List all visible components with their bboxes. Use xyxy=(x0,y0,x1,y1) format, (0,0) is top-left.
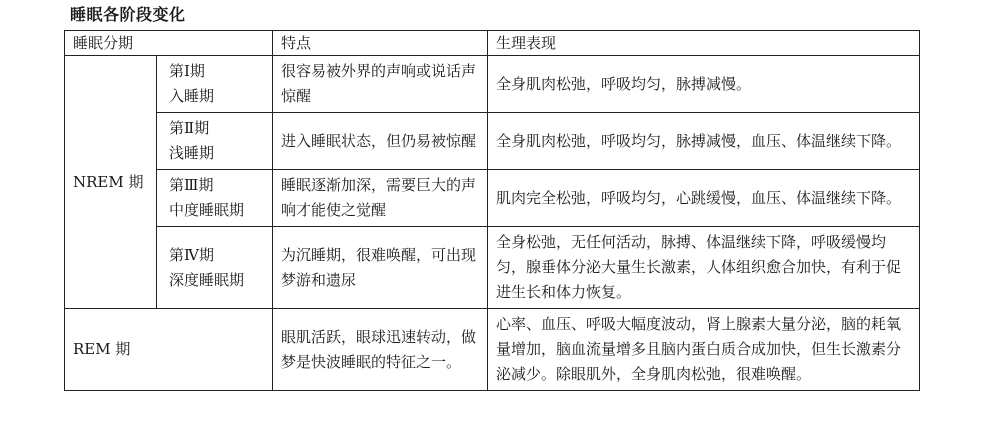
features-cell: 眼肌活跃，眼球迅速转动，做梦是快波睡眠的特征之一。 xyxy=(273,309,488,391)
table-header-row xyxy=(65,31,920,56)
stage-number: 第Ⅰ期 xyxy=(169,62,205,80)
features-cell: 进入睡眠状态，但仍易被惊醒 xyxy=(273,113,488,170)
table-row xyxy=(65,309,920,391)
header-physiology: 生理表现 xyxy=(488,31,920,56)
stage-name: 中度睡眠期 xyxy=(169,201,245,219)
stage-cell xyxy=(157,227,273,309)
stage-name: 深度睡眠期 xyxy=(169,270,245,289)
header-stage: 睡眠分期 xyxy=(65,31,273,56)
features-cell: 为沉睡期，很难唤醒，可出现梦游和遗尿 xyxy=(273,227,488,309)
table-row xyxy=(65,170,920,227)
stage-cell xyxy=(157,56,273,113)
physiology-cell: 全身肌肉松弛，呼吸均匀，脉搏减慢。 xyxy=(488,56,920,113)
table-row xyxy=(65,227,920,309)
features-cell: 很容易被外界的声响或说话声惊醒 xyxy=(273,56,488,113)
stage-number: 第Ⅲ期 xyxy=(169,176,214,194)
stage-cell xyxy=(157,113,273,170)
physiology-cell: 心率、血压、呼吸大幅度波动，肾上腺素大量分泌，脑的耗氧量增加，脑血流量增多且脑内蛋白质合成加快，但生长激素分泌减少。除眼肌外，全身肌肉松弛，很难唤醒。 xyxy=(488,309,920,391)
physiology-cell: 全身松弛，无任何活动，脉搏、体温继续下降，呼吸缓慢均匀，腺垂体分泌大量生长激素，人体组织愈合加快，有利于促进生长和体力恢复。 xyxy=(488,227,920,309)
stage-cell xyxy=(157,170,273,227)
header-features: 特点 xyxy=(273,31,488,56)
document-title: 睡眠各阶段变化 xyxy=(70,5,186,24)
rem-label: REM 期 xyxy=(65,309,273,391)
sleep-stages-table xyxy=(64,30,920,391)
table-row xyxy=(65,113,920,170)
stage-name: 入睡期 xyxy=(169,87,215,105)
physiology-cell: 肌肉完全松弛，呼吸均匀，心跳缓慢，血压、体温继续下降。 xyxy=(488,170,920,227)
table-row xyxy=(65,56,920,113)
stage-number: 第Ⅳ期 xyxy=(169,245,214,264)
nrem-label: NREM 期 xyxy=(65,56,157,309)
stage-name: 浅睡期 xyxy=(169,144,215,162)
stage-number: 第Ⅱ期 xyxy=(169,119,210,137)
features-cell: 睡眠逐渐加深，需要巨大的声响才能使之觉醒 xyxy=(273,170,488,227)
physiology-cell: 全身肌肉松弛，呼吸均匀，脉搏减慢，血压、体温继续下降。 xyxy=(488,113,920,170)
